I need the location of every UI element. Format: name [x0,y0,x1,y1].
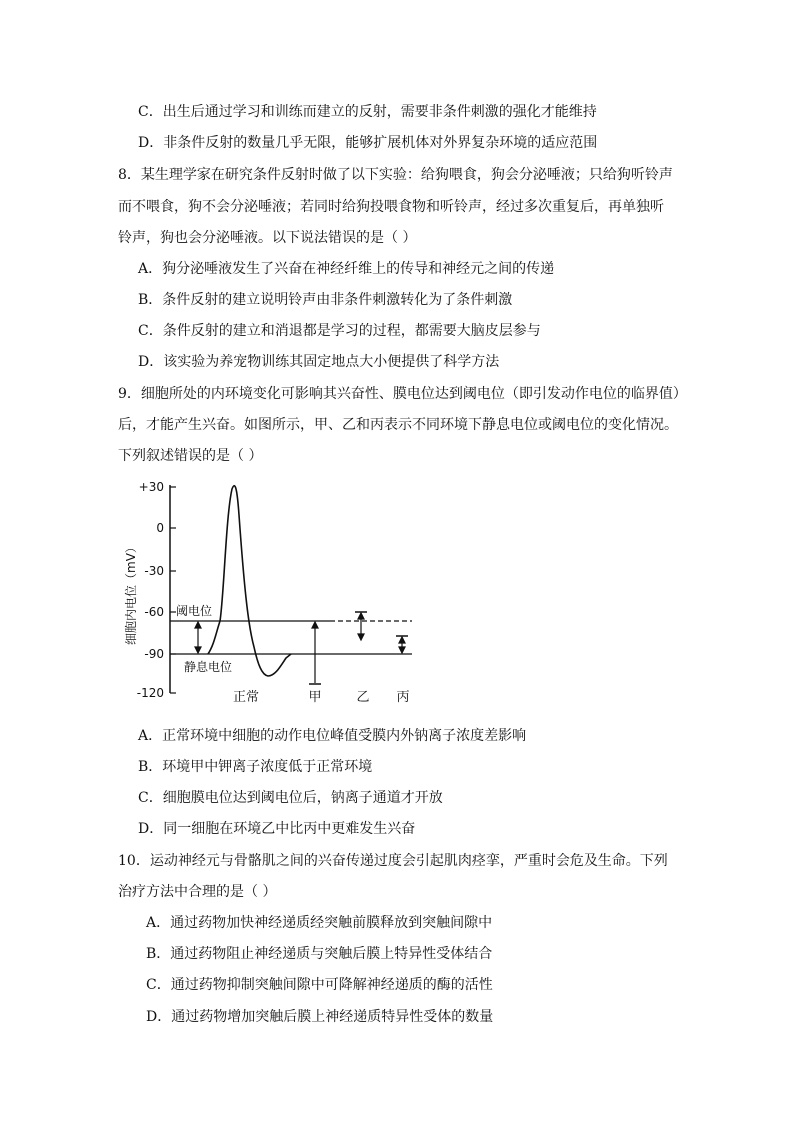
jia-arrow [309,622,321,684]
y-tick-label: -90 [144,647,164,661]
y-tick-label: -30 [144,564,164,578]
membrane-potential-figure [120,475,430,715]
bing-arrow [396,636,408,653]
q9-option-c: C．细胞膜电位达到阈电位后，钠离子通道才开放 [138,790,443,806]
threshold-label: 阈电位 [176,604,213,618]
q8-stem-line2: 而不喂食，狗不会分泌唾液；若同时给狗投喂食物和听铃声，经过多次重复后，再单独听 [118,199,664,215]
y-tick-label: 0 [156,521,164,535]
q10-stem-line1: 10．运动神经元与骨骼肌之间的兴奋传递过度会引起肌肉痉挛，严重时会危及生命。下列 [118,853,668,869]
x-label-normal: 正常 [232,690,260,705]
q9-option-b: B．环境甲中钾离子浓度低于正常环境 [138,759,373,775]
q7-option-c: C．出生后通过学习和训练而建立的反射，需要非条件刺激的强化才能维持 [138,104,597,120]
q10-option-a: A．通过药物加快神经递质经突触前膜释放到突触间隙中 [146,915,493,931]
q9-stem-line3: 下列叙述错误的是（ ） [118,448,263,464]
q8-option-d: D．该实验为养宠物训练其固定地点大小便提供了科学方法 [138,354,500,370]
q8-stem-line1: 8．某生理学家在研究条件反射时做了以下实验：给狗喂食，狗会分泌唾液；只给狗听铃声 [118,167,673,183]
q10-option-d: D．通过药物增加突触后膜上神经递质特异性受体的数量 [146,1009,494,1025]
q10-option-c: C．通过药物抑制突触间隙中可降解神经递质的酶的活性 [146,977,493,993]
q10-stem-line2: 治疗方法中合理的是（ ） [118,884,277,900]
q8-option-c: C．条件反射的建立和消退都是学习的过程，都需要大脑皮层参与 [138,323,541,339]
q9-option-a: A．正常环境中细胞的动作电位峰值受膜内外钠离子浓度差影响 [138,728,527,744]
q7-option-d: D．非条件反射的数量几乎无限，能够扩展机体对外界复杂环境的适应范围 [138,135,598,151]
resting-label: 静息电位 [184,660,233,674]
q8-option-b: B．条件反射的建立说明铃声由非条件刺激转化为了条件刺激 [138,292,513,308]
q9-option-d: D．同一细胞在环境乙中比丙中更难发生兴奋 [138,821,416,837]
q8-stem-line3: 铃声，狗也会分泌唾液。以下说法错误的是（ ） [118,230,417,246]
y-axis-label: 细胞内电位（mV） [124,541,138,645]
normal-arrow [195,622,201,653]
x-label-jia: 甲 [308,690,322,705]
y-tick-label: -120 [136,686,164,700]
yi-arrow [355,612,367,640]
q9-stem-line1: 9．细胞所处的内环境变化可影响其兴奋性、膜电位达到阈电位（即引发动作电位的临界值） [118,386,687,402]
q9-stem-line2: 后，才能产生兴奋。如图所示，甲、乙和丙表示不同环境下静息电位或阈电位的变化情况。 [118,417,678,433]
x-label-bing: 丙 [396,690,410,705]
y-tick-label: -60 [144,605,164,619]
action-potential-curve [208,486,291,676]
y-ticks [170,487,176,693]
y-tick-label: +30 [138,480,164,494]
q8-option-a: A．狗分泌唾液发生了兴奋在神经纤维上的传导和神经元之间的传递 [138,261,555,277]
q10-option-b: B．通过药物阻止神经递质与突触后膜上特异性受体结合 [146,946,493,962]
x-label-yi: 乙 [356,690,370,705]
